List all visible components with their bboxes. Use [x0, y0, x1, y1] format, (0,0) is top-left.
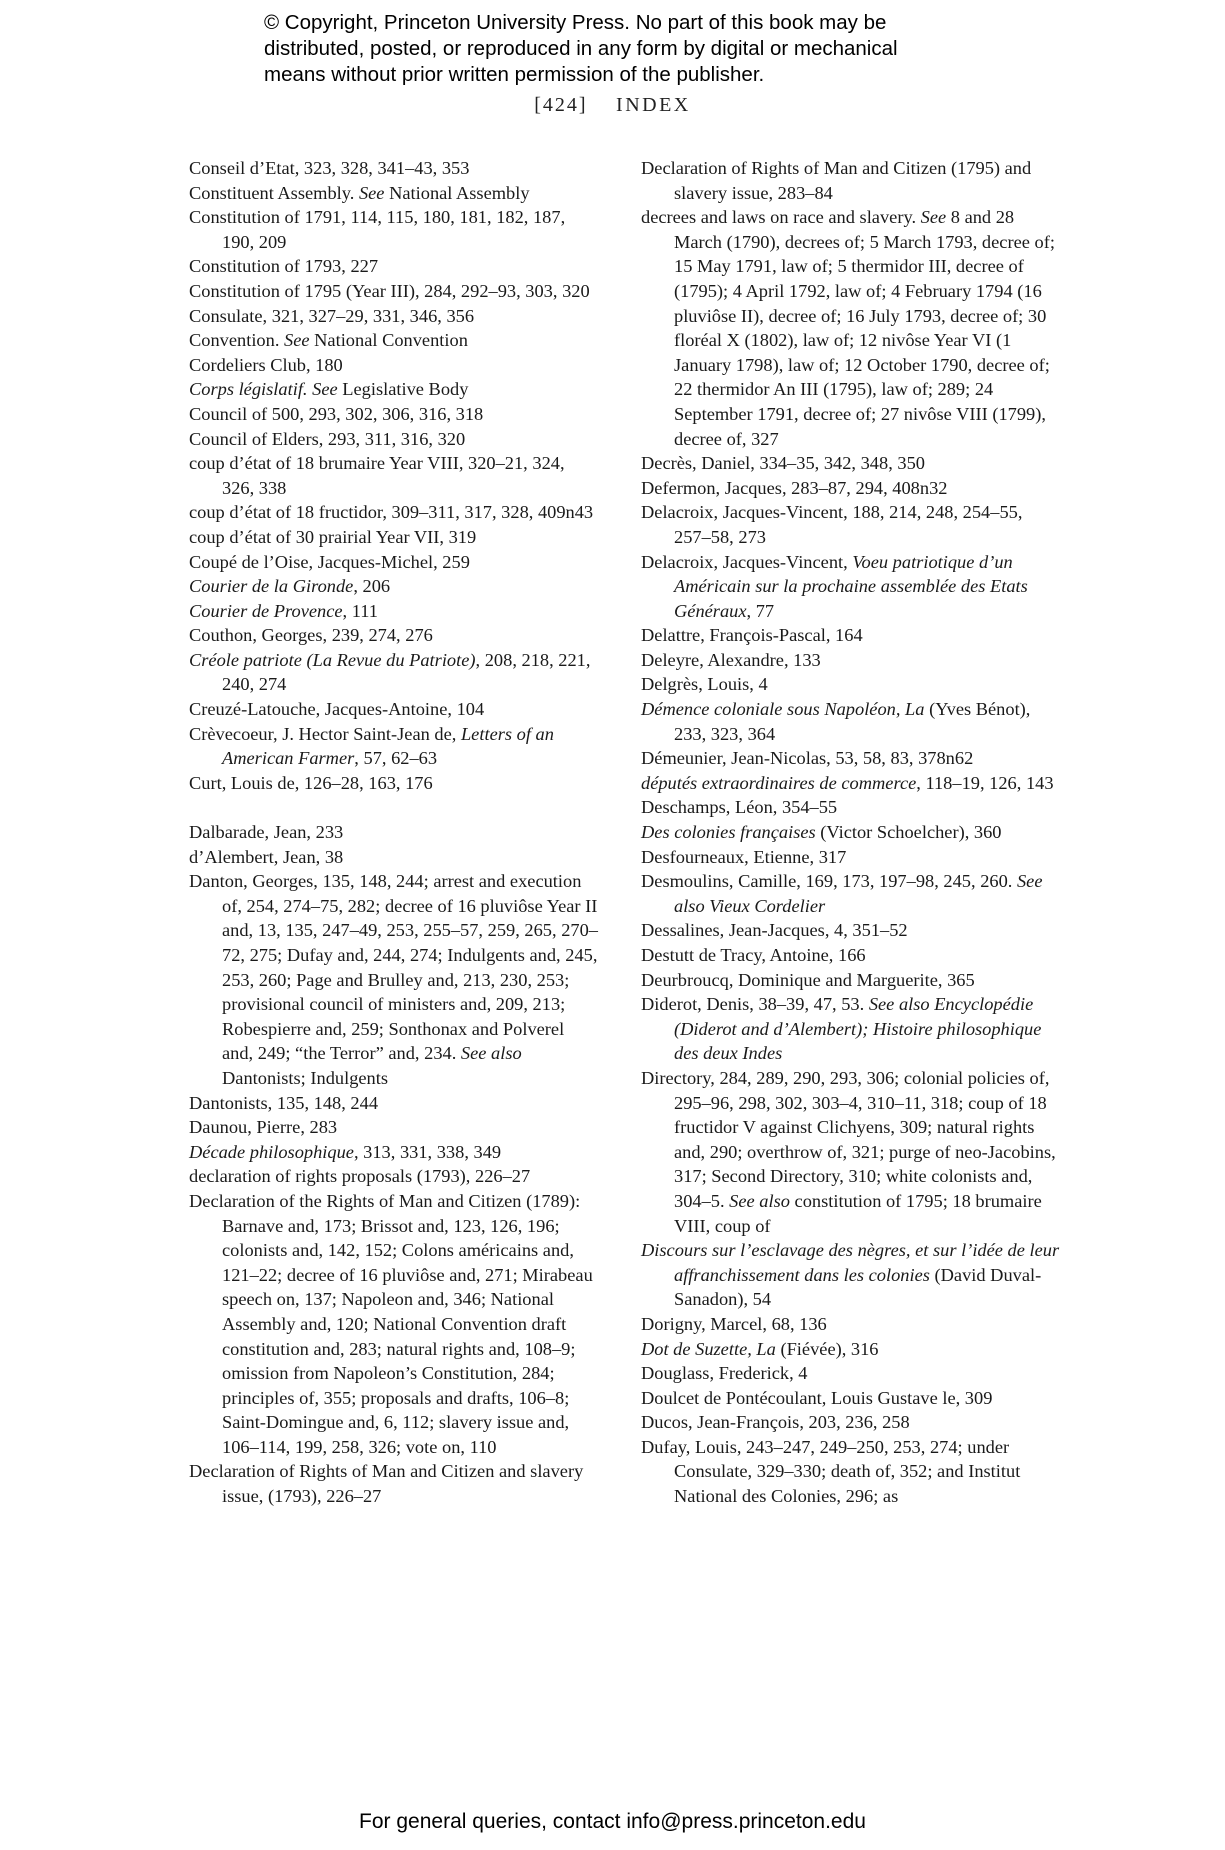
index-entry: Declaration of Rights of Man and Citizen (1795) and slavery issue, 283–84	[641, 158, 1032, 203]
index-entry: Council of Elders, 293, 311, 316, 320	[189, 428, 466, 449]
index-entry: Corps législatif. See Legislative Body	[189, 379, 469, 400]
index-entry: Declaration of the Rights of Man and Citizen (1789): Barnave and, 173; Brissot and, 123, 126, 196; colonists and, 142, 152; Colons américains and, 121–22; decree of 16 pluviôse and, 271; Mirabeau speech on, 137; Napoleon and, 346; National Assembly and, 120; National Convention draft constitution and, 283; natural rights and, 108–9; omission from Napoleon’s Constitution, 284; principles of, 355; proposals and drafts, 106–8; Saint-Domingue and, 6, 112; slavery issue and, 106–114, 199, 258, 326; vote on, 110	[189, 1190, 593, 1457]
index-entry: Douglass, Frederick, 4	[641, 1363, 808, 1384]
index-entry: Couthon, Georges, 239, 274, 276	[189, 625, 433, 646]
index-entry: Discours sur l’esclavage des nègres, et sur l’idée de leur affranchissement dans les colonies (David Duval-Sanadon), 54	[641, 1240, 1060, 1310]
index-entry: coup d’état of 30 prairial Year VII, 319	[189, 526, 477, 547]
copyright-line: distributed, posted, or reproduced in any form by digital or mechanical	[264, 37, 898, 60]
index-entry: Delacroix, Jacques-Vincent, 188, 214, 248, 254–55, 257–58, 273	[641, 502, 1023, 547]
index-entry: Cordeliers Club, 180	[189, 354, 343, 375]
index-entry: Daunou, Pierre, 283	[189, 1117, 338, 1138]
index-entry: Desmoulins, Camille, 169, 173, 197–98, 245, 260. See also Vieux Cordelier	[641, 871, 1043, 916]
index-entry: Diderot, Denis, 38–39, 47, 53. See also Encyclopédie (Diderot and d’Alembert); Histoire philosophique des deux Indes	[641, 994, 1042, 1064]
index-entry: Defermon, Jacques, 283–87, 294, 408n32	[641, 477, 948, 498]
copyright-line: means without prior written permission of the publisher.	[264, 63, 765, 86]
copyright-notice	[264, 10, 1024, 88]
index-entry: Deurbroucq, Dominique and Marguerite, 365	[641, 969, 975, 990]
index-entry: Crèvecoeur, J. Hector Saint-Jean de, Letters of an American Farmer, 57, 62–63	[189, 723, 554, 769]
index-entry: députés extraordinaires de commerce, 118–19, 126, 143	[641, 772, 1054, 793]
index-entry: Declaration of Rights of Man and Citizen and slavery issue, (1793), 226–27	[189, 1461, 584, 1507]
index-entry: Démeunier, Jean-Nicolas, 53, 58, 83, 378n62	[641, 748, 974, 769]
index-entry: Deleyre, Alexandre, 133	[641, 649, 821, 670]
index-entry: Dorigny, Marcel, 68, 136	[641, 1313, 827, 1334]
index-entry: Curt, Louis de, 126–28, 163, 176	[189, 772, 433, 793]
index-entry: Ducos, Jean-François, 203, 236, 258	[641, 1412, 910, 1433]
index-entry: Convention. See National Convention	[189, 330, 468, 351]
index-entry: Dantonists, 135, 148, 244	[189, 1092, 379, 1113]
index-entry: Destutt de Tracy, Antoine, 166	[641, 945, 866, 965]
index-entry: Consulate, 321, 327–29, 331, 346, 356	[189, 305, 475, 326]
index-entry: Constitution of 1795 (Year III), 284, 292–93, 303, 320	[189, 280, 590, 301]
index-entry: Directory, 284, 289, 290, 293, 306; colonial policies of, 295–96, 298, 302, 303–4, 310–11, 318; coup of 18 fructidor V against Clichyens, 309; natural rights and, 290; overthrow of, 321; purge of neo-Jacobins, 317; Second Directory, 310; white colonists and, 304–5. See also constitution of 1795; 18 brumaire VIII, coup of	[641, 1067, 1056, 1236]
index-entry: Council of 500, 293, 302, 306, 316, 318	[189, 403, 484, 424]
index-entry: Doulcet de Pontécoulant, Louis Gustave le, 309	[641, 1387, 993, 1408]
index-entry: Decrès, Daniel, 334–35, 342, 348, 350	[641, 453, 925, 474]
index-column-left	[189, 156, 599, 1509]
index-entry: Desfourneaux, Etienne, 317	[641, 846, 847, 867]
contact-footer: For general queries, contact info@press.princeton.edu	[359, 1810, 866, 1833]
index-entry: Creuzé-Latouche, Jacques-Antoine, 104	[189, 699, 485, 720]
index-entry: Démence coloniale sous Napoléon, La (Yves Bénot), 233, 323, 364	[641, 699, 1031, 744]
index-entry: Décade philosophique, 313, 331, 338, 349	[189, 1141, 502, 1162]
copyright-line: © Copyright, Princeton University Press. No part of this book may be	[264, 11, 887, 34]
section-title: INDEX	[616, 94, 691, 116]
index-entry: Courier de Provence, 111	[189, 600, 378, 621]
index-entry: Delgrès, Louis, 4	[641, 674, 768, 695]
index-entry: Coupé de l’Oise, Jacques-Michel, 259	[189, 551, 470, 572]
index-entry: Deschamps, Léon, 354–55	[641, 797, 838, 818]
index-entry: declaration of rights proposals (1793), 226–27	[189, 1166, 531, 1187]
index-entry: Dalbarade, Jean, 233	[189, 822, 344, 843]
index-entry: Delacroix, Jacques-Vincent, Voeu patriotique d’un Américain sur la prochaine assemblée des Etats Généraux, 77	[641, 551, 1028, 621]
index-column-right	[641, 156, 1061, 1509]
index-entry: Dot de Suzette, La (Fiévée), 316	[641, 1338, 879, 1359]
index-entry: Constitution of 1791, 114, 115, 180, 181, 182, 187, 190, 209	[189, 207, 566, 252]
index-entry: Dufay, Louis, 243–247, 249–250, 253, 274; under Consulate, 329–330; death of, 352; and Institut National des Colonies, 296; as	[641, 1436, 1021, 1507]
index-entry: d’Alembert, Jean, 38	[189, 846, 344, 867]
index-entry: coup d’état of 18 fructidor, 309–311, 317, 328, 409n43	[189, 502, 594, 523]
index-entry: Constituent Assembly. See National Assembly	[189, 182, 530, 203]
index-entry: decrees and laws on race and slavery. See 8 and 28 March (1790), decrees of; 5 March 1793, decree of; 15 May 1791, law of; 5 thermidor III, decree of (1795); 4 April 1792, law of; 4 February 1794 (16 pluviôse II), decree of; 16 July 1793, decree of; 30 floréal X (1802), law of; 12 nivôse Year VI (1 January 1798), law of; 12 October 1790, decree of; 22 thermidor An III (1795), law of; 289; 24 September 1791, decree of; 27 nivôse VIII (1799), decree of, 327	[641, 207, 1055, 449]
index-entry: Constitution of 1793, 227	[189, 256, 379, 277]
index-entry: Conseil d’Etat, 323, 328, 341–43, 353	[189, 158, 470, 178]
index-entry: Courier de la Gironde, 206	[189, 576, 391, 597]
index-entry: coup d’état of 18 brumaire Year VIII, 320–21, 324, 326, 338	[189, 453, 565, 498]
index-entry: Delattre, François-Pascal, 164	[641, 625, 863, 646]
index-entry: Danton, Georges, 135, 148, 244; arrest and execution of, 254, 274–75, 282; decree of 16 pluviôse Year II and, 13, 135, 247–49, 253, 255–57, 259, 265, 270–72, 275; Dufay and, 244, 274; Indulgents and, 245, 253, 260; Page and Brulley and, 213, 230, 253; provisional council of ministers and, 209, 213; Robespierre and, 259; Sonthonax and Polverel and, 249; “the Terror” and, 234. See also Dantonists; Indulgents	[189, 871, 598, 1088]
index-entry: Dessalines, Jean-Jacques, 4, 351–52	[641, 920, 908, 941]
index-entry: Créole patriote (La Revue du Patriote), 208, 218, 221, 240, 274	[189, 649, 591, 695]
page-number: [424]	[534, 94, 588, 116]
index-entry: Des colonies françaises (Victor Schoelcher), 360	[641, 822, 1002, 843]
running-head	[0, 94, 1225, 117]
